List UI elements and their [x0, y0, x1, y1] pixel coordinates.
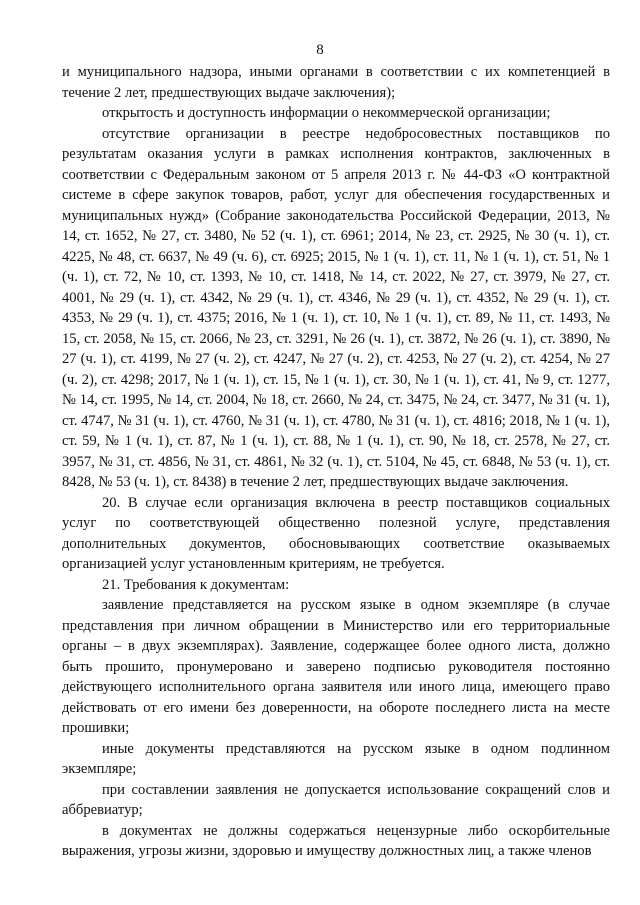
paragraph-other-documents: иные документы представляются на русском языке в одном подлинном экземпляре;	[62, 740, 610, 777]
paragraph-item-21-heading: 21. Требования к документам:	[102, 576, 290, 593]
page-number: 8	[316, 42, 324, 58]
paragraph-registry-absence: отсутствие организации в реестре недобросовестных поставщиков по результатам оказания услуги в рамках исполнения контрактов, заключенных в соответствии с Федеральным законом от 5 апреля 2013 г. № 44-ФЗ «О контрактной системе в сфере закупок товаров, работ, услуг для обеспечения государственных и муниципальных нужд» (Собрание законодательства Российской Федерации, 2013, № 14, ст. 1652, № 27, ст. 3480, № 52 (ч. 1), ст. 6961; 2014, № 23, ст. 2925, № 30 (ч. 1), ст. 4225, № 48, ст. 6637, № 49 (ч. 6), ст. 6925; 2015, № 1 (ч. 1), ст. 11, № 1 (ч. 1), ст. 51, № 1 (ч. 1), ст. 72, № 10, ст. 1393, № 10, ст. 1418, № 14, ст. 2022, № 27, ст. 3979, № 27, ст. 4001, № 29 (ч. 1), ст. 4342, № 29 (ч. 1), ст. 4346, № 29 (ч. 1), ст. 4352, № 29 (ч. 1), ст. 4353, № 29 (ч. 1), ст. 4375; 2016, № 1 (ч. 1), ст. 10, № 1 (ч. 1), ст. 89, № 11, ст. 1493, № 15, ст. 2058, № 15, ст. 2066, № 23, ст. 3291, № 26 (ч. 1), ст. 3872, № 26 (ч. 1), ст. 3890, № 27 (ч. 1), ст. 4199, № 27 (ч. 2), ст. 4247, № 27 (ч. 2), ст. 4253, № 27 (ч. 2), ст. 4254, № 27 (ч. 2), ст. 4298; 2017, № 1 (ч. 1), ст. 15, № 1 (ч. 1), ст. 30, № 1 (ч. 1), ст. 41, № 9, ст. 1277, № 14, ст. 1995, № 14, ст. 2004, № 18, ст. 2660, № 24, ст. 3475, № 24, ст. 3477, № 31 (ч. 1), ст. 4747, № 31 (ч. 1), ст. 4760, № 31 (ч. 1), ст. 4780, № 31 (ч. 1), ст. 4816; 2018, № 1 (ч. 1), ст. 59, № 1 (ч. 1), ст. 87, № 1 (ч. 1), ст. 88, № 1 (ч. 1), ст. 90, № 18, ст. 2578, № 27, ст. 3957, № 31, ст. 4856, № 31, ст. 4861, № 32 (ч. 1), ст. 5104, № 45, ст. 6848, № 53 (ч. 1), ст. 8428, № 53 (ч. 1), ст. 8438) в течение 2 лет, предшествующих выдаче заключения.	[62, 125, 610, 490]
paragraph-no-offensive-content: в документах не должны содержаться нецензурные либо оскорбительные выражения, угрозы жизни, здоровью и имуществу должностных лиц, а также членов	[62, 822, 610, 859]
paragraph-no-abbreviations: при составлении заявления не допускается использование сокращений слов и аббревиатур;	[62, 781, 610, 818]
paragraph-item-20: 20. В случае если организация включена в реестр поставщиков социальных услуг по соответствующей общественно полезной услуге, представления дополнительных документов, обосновывающих соответствие оказываемых организацией услуг установленным критериям, не требуется.	[62, 494, 610, 572]
paragraph-application-requirements: заявление представляется на русском языке в одном экземпляре (в случае представления при личном обращении в Министерство или его территориальные органы – в двух экземплярах). Заявление, содержащее более одного листа, должно быть прошито, пронумеровано и заверено подписью руководителя постоянно действующего исполнительного органа заявителя или иного лица, имеющего право действовать от его имени без доверенности, на обороте последнего листа на месте прошивки;	[62, 597, 610, 736]
paragraph-continuation: и муниципального надзора, иными органами в соответствии с их компетенцией в течение 2 лет, предшествующих выдаче заключения);	[62, 64, 610, 101]
document-body	[62, 62, 610, 862]
paragraph-openness: открытость и доступность информации о некоммерческой организации;	[102, 105, 551, 121]
